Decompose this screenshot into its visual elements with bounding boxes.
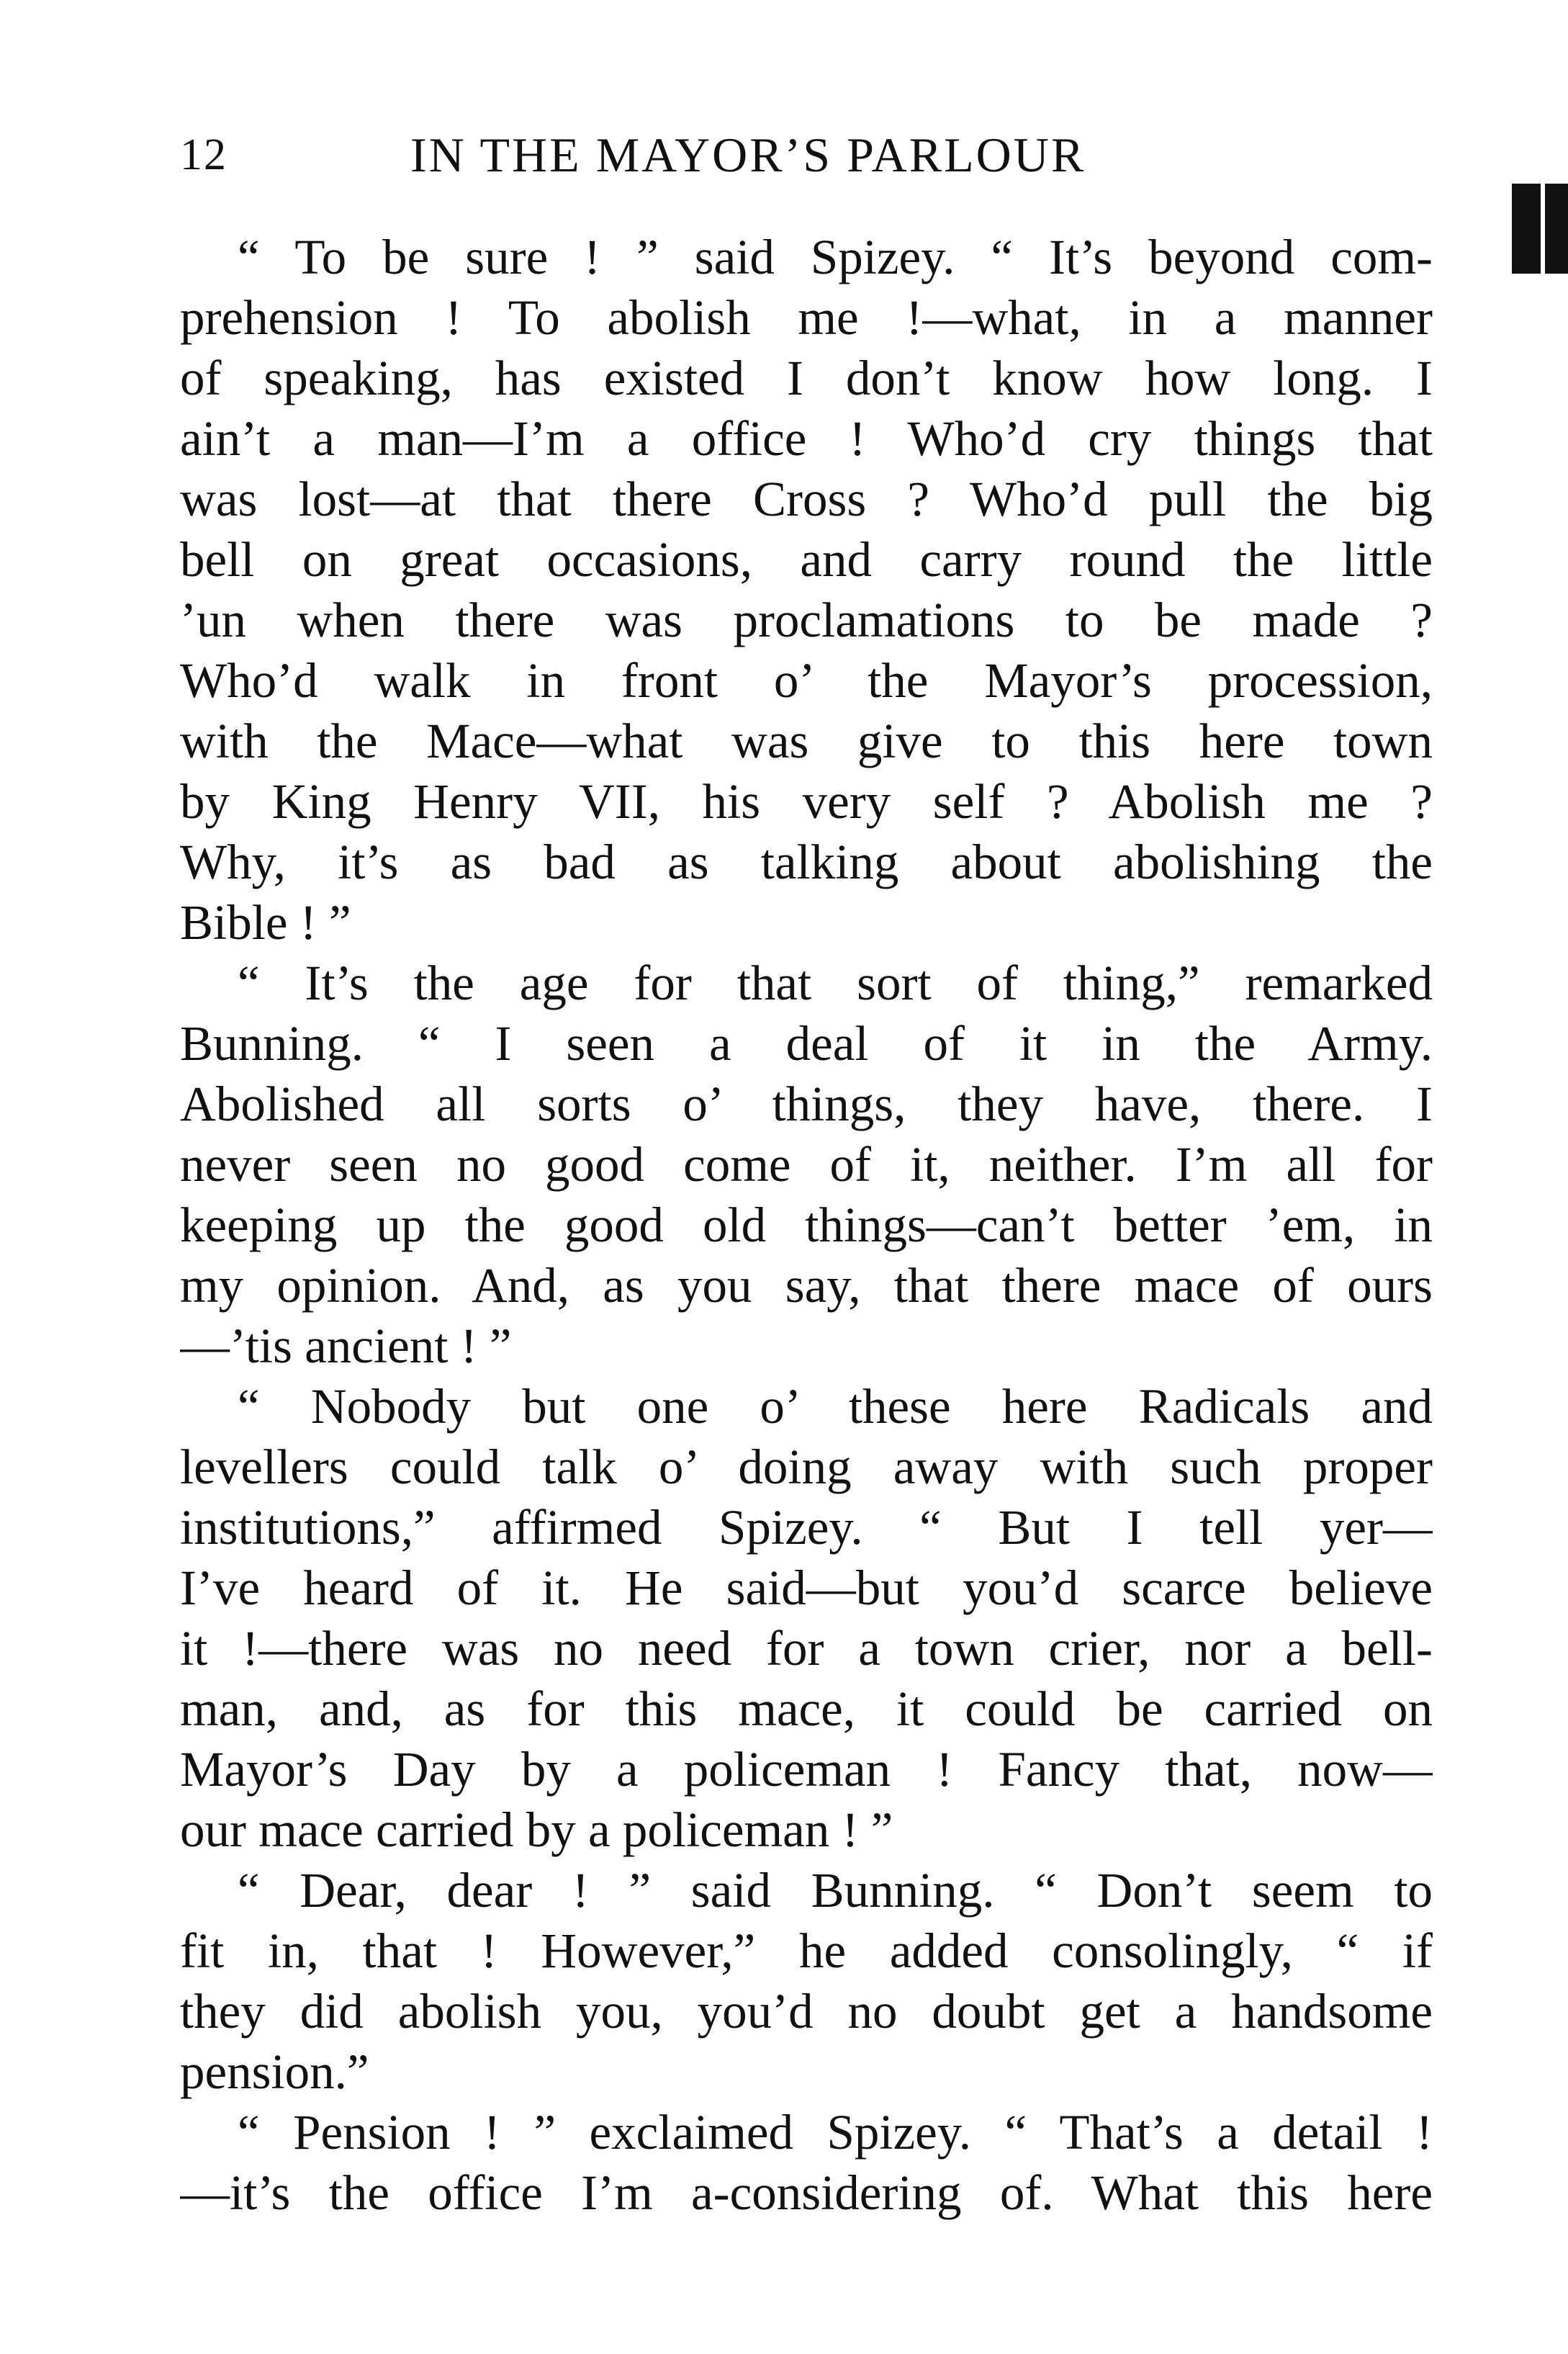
text-line: it !—there was no need for a town crier, nor a bell-: [180, 1621, 1433, 1676]
text-line: Abolished all sorts o’ things, they have, there. I: [180, 1077, 1433, 1131]
text-line: of speaking, has existed I don’t know how long. I: [180, 351, 1433, 405]
text-line: “ To be sure ! ” said Spizey. “ It’s beyond com-: [238, 230, 1433, 284]
text-line: with the Mace—what was give to this here town: [180, 714, 1433, 768]
text-line: Mayor’s Day by a policeman ! Fancy that, now—: [180, 1742, 1433, 1797]
text-line: was lost—at that there Cross ? Who’d pull the big: [180, 472, 1433, 526]
text-line: prehension ! To abolish me !—what, in a manner: [180, 290, 1433, 345]
text-line: man, and, as for this mace, it could be carried on: [180, 1681, 1433, 1736]
text-line: pension.”: [180, 2044, 369, 2099]
page-edge-mark: [1512, 184, 1568, 274]
text-line: by King Henry VII, his very self ? Abolish me ?: [180, 774, 1433, 829]
text-line: bell on great occasions, and carry round the little: [180, 532, 1433, 587]
text-line: never seen no good come of it, neither. I’m all for: [180, 1137, 1433, 1192]
text-line: institutions,” affirmed Spizey. “ But I tell yer—: [180, 1500, 1433, 1555]
text-line: our mace carried by a policeman ! ”: [180, 1802, 893, 1857]
text-line: “ Dear, dear ! ” said Bunning. “ Don’t seem to: [238, 1863, 1433, 1918]
text-line: Bunning. “ I seen a deal of it in the Army.: [180, 1016, 1433, 1071]
text-line: —’tis ancient ! ”: [180, 1318, 512, 1373]
text-line: levellers could talk o’ doing away with such proper: [180, 1439, 1433, 1494]
text-line: fit in, that ! However,” he added consolingly, “ if: [180, 1923, 1433, 1978]
text-line: Why, it’s as bad as talking about abolishing the: [180, 835, 1433, 889]
text-line: “ Pension ! ” exclaimed Spizey. “ That’s a detail !: [238, 2105, 1433, 2160]
text-line: “ It’s the age for that sort of thing,” remarked: [238, 956, 1433, 1010]
page-edge-gap: [1541, 184, 1545, 274]
text-line: ’un when there was proclamations to be made ?: [180, 593, 1433, 647]
running-title: IN THE MAYOR’S PARLOUR: [410, 127, 1086, 182]
text-line: ain’t a man—I’m a office ! Who’d cry things that: [180, 411, 1433, 466]
text-line: Who’d walk in front o’ the Mayor’s procession,: [180, 653, 1433, 708]
text-line: they did abolish you, you’d no doubt get a handsome: [180, 1984, 1433, 2039]
text-line: keeping up the good old things—can’t better ’em, in: [180, 1198, 1433, 1252]
body-text: [180, 227, 1433, 2223]
text-line: I’ve heard of it. He said—but you’d scarce believe: [180, 1560, 1433, 1615]
text-line: my opinion. And, as you say, that there mace of ours: [180, 1258, 1433, 1313]
text-line: —it’s the office I’m a-considering of. What this here: [180, 2165, 1433, 2220]
page-number: 12: [180, 130, 227, 179]
running-head: [180, 119, 1433, 191]
text-line: Bible ! ”: [180, 895, 351, 950]
text-line: “ Nobody but one o’ these here Radicals and: [238, 1379, 1433, 1434]
